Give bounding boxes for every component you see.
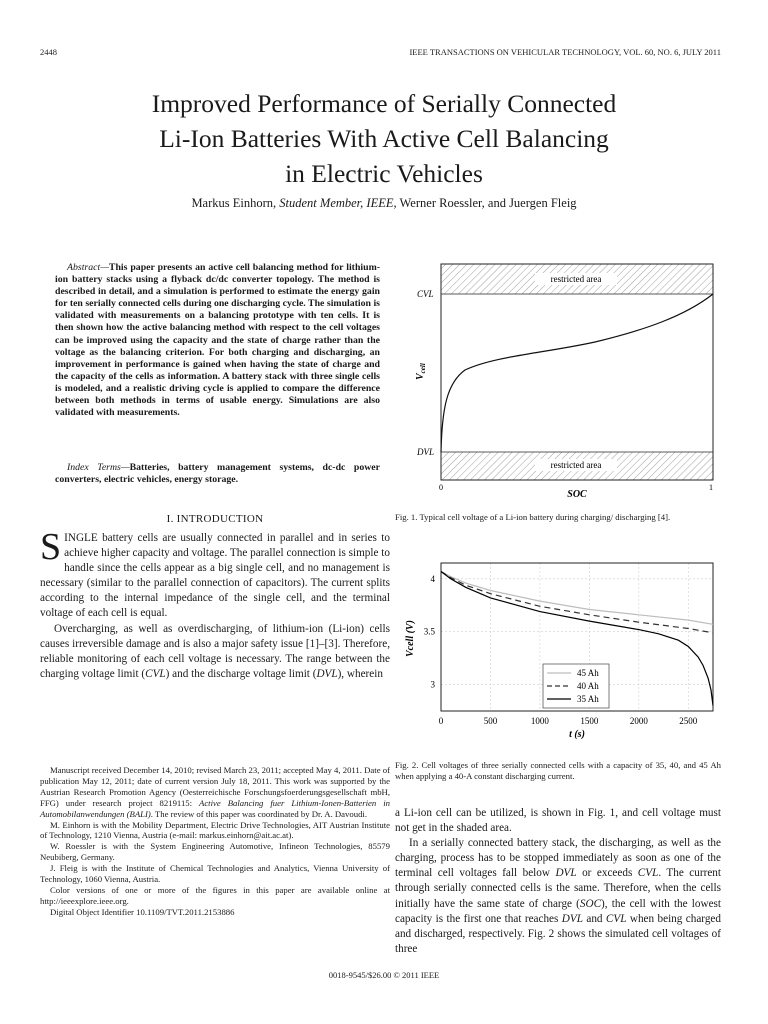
dvl-symbol: DVL (316, 667, 338, 680)
section-heading: I. INTRODUCTION (166, 513, 264, 525)
legend-box (543, 664, 609, 708)
footnote-1a: Manuscript received December 14, 2010; revised March 23, 2011; accepted May 4, 2011. Date of publication May 12, 2011; date of current version July 18, 2011. This work was supported by the Austrian Research Promotion Agency (Oesterreichische Forschungsfoerderungsgesellschaft mbH, FFG) under research project 8219115: (40, 765, 390, 808)
right-p2-d: ), the cell with the lowest capacity is the first one that reaches (395, 897, 721, 925)
intro-p1-text: INGLE battery cells are usually connected in parallel and in series to achieve higher capacity and voltage. The parallel connection is simple to handle since the cells appear as a big single cell, and no management is necessary (similar to the parallel connection of capacitors). The current splits according to the internal impedance of the single cell, and the terminal voltage of each cell is equal. (40, 532, 390, 620)
restricted-top-label: restricted area (550, 274, 602, 284)
x-tick-label: 2000 (629, 716, 648, 726)
title-line-3: in Electric Vehicles (285, 159, 483, 188)
right-dvl-symbol-2: DVL (561, 912, 583, 925)
author-1: Markus Einhorn, (191, 196, 277, 210)
right-p2-a: In a serially connected battery stack, the discharging, as well as the charging, process has to be stopped immediately as soon as one of the terminal cell voltages fall below (395, 837, 721, 880)
page-number: 2448 (40, 47, 57, 57)
y-tick-label: 4 (430, 573, 435, 584)
figure-2-chart (395, 558, 725, 750)
series-line (441, 572, 713, 625)
right-p2-f: when being charged and discharged, respectively. Fig. 2 shows the simulated cell voltages of three (395, 912, 721, 955)
footnotes (40, 765, 390, 918)
right-dvl-symbol: DVL (555, 867, 577, 880)
intro-p2-text-b: ) and the discharge voltage limit ( (165, 667, 317, 680)
y-axis-label: Vcell (V) (405, 620, 416, 657)
soc-axis-label: SOC (567, 489, 587, 498)
x-tick-label: 500 (483, 716, 498, 726)
right-p2-b: or exceeds (576, 867, 638, 880)
right-paragraph-2 (395, 836, 721, 957)
right-p2-e: and (582, 912, 606, 925)
x-tick-label: 0 (438, 716, 444, 726)
index-terms-label: Index Terms— (67, 462, 130, 473)
legend-label: 35 Ah (577, 694, 599, 704)
drop-cap: S (40, 526, 62, 568)
dvl-axis-label: DVL (417, 447, 435, 457)
fig1-x-tick-1: 1 (709, 483, 713, 492)
footnote-1b: . The review of this paper was coordinated by Dr. A. Davoudi. (150, 808, 367, 819)
title-line-1: Improved Performance of Serially Connected (151, 89, 617, 118)
journal-header: IEEE TRANSACTIONS ON VEHICULAR TECHNOLOGY, VOL. 60, NO. 6, JULY 2011 (409, 47, 721, 57)
v-cell-sub: cell (419, 363, 427, 374)
right-soc-symbol: SOC (579, 897, 602, 910)
footnote-einhorn: M. Einhorn is with the Mobility Department, Electric Drive Technologies, AIT Austrian Institute of Technology, 1210 Vienna, Austria (e-mail: markus.einhorn@ait.ac.at). (40, 819, 390, 841)
index-terms-text: Batteries, battery management systems, dc-dc power converters, electric vehicles, energy storage. (55, 462, 380, 486)
paper-title (40, 86, 728, 191)
introduction-body (40, 526, 390, 682)
series-line (441, 572, 713, 633)
y-tick-label: 3.5 (423, 626, 435, 637)
right-column-text (395, 806, 721, 957)
footnote-doi: Digital Object Identifier 10.1109/TVT.2011.2153886 (50, 906, 235, 917)
intro-paragraph-1 (40, 526, 390, 622)
right-p2-c: . The current through serially connected cells is the same. Therefore, when the cells initially have the same state of charge ( (395, 867, 721, 910)
right-paragraph-1: a Li-ion cell can be utilized, is shown in Fig. 1, and cell voltage must not get in the shaded area. (395, 807, 721, 835)
typical-voltage-curve (441, 294, 713, 452)
v-cell-label (415, 363, 427, 380)
title-line-2: Li-Ion Batteries With Active Cell Balancing (159, 124, 609, 153)
x-axis-label: t (s) (569, 729, 585, 740)
author-1-role: Student Member, IEEE (279, 196, 394, 210)
figure-1-frame (441, 264, 713, 480)
x-tick-label: 1500 (580, 716, 599, 726)
index-terms (55, 462, 380, 486)
intro-paragraph-2 (40, 622, 390, 682)
svg-text:Vcell (415, 363, 427, 380)
authors-rest: , Werner Roessler, and Juergen Fleig (393, 196, 577, 210)
authors (40, 196, 728, 211)
footnote-fleig: J. Fleig is with the Institute of Chemical Technologies and Analytics, Vienna University of Technology, 1060 Vienna, Austria. (40, 863, 390, 885)
intro-p2-text-c: ), wherein (337, 667, 383, 680)
cvl-symbol: CVL (145, 667, 166, 680)
y-tick-label: 3 (430, 679, 435, 690)
figure-2-caption: Fig. 2. Cell voltages of three serially connected cells with a capacity of 35, 40, and 45 Ah when applying a 40-A constant discharging current. (395, 760, 721, 781)
footnote-roessler: W. Roessler is with the System Engineering Automotive, Infineon Technologies, 85579 Neubiberg, Germany. (40, 841, 390, 863)
abstract-text: This paper presents an active cell balancing method for lithium-ion battery stacks using a flyback dc/dc converter topology. The method is described in detail, and a simulation is performed to estimate the energy gain for ten serially connected cells during one discharging cycle. The simulation is validated with measurements on a balancing prototype with ten cells. It is then shown how the active balancing method with respect to the cell voltages can be improved using the capacity and the state of charge rather than the voltage as the balancing criterion. For both charging and discharging, an improvement in performance is gained when having the state of charge and the capacity of the cells as information. A battery stack with three single cells is modeled, and a realistic driving cycle is applied to compare the difference between both methods in terms of usable energy. Simulations are also validated with measurements. (55, 262, 380, 419)
figure-1-caption: Fig. 1. Typical cell voltage of a Li-ion battery during charging/ discharging [4]. (395, 512, 671, 522)
intro-p2-text-a: Overcharging, as well as overdischarging, of lithium-ion (Li-ion) cells causes irreversible damage and is also a major safety issue [1]–[3]. Therefore, reliable monitoring of each cell voltage is necessary. The range between the charging voltage limit ( (40, 622, 390, 680)
footnote-manuscript (40, 765, 390, 820)
v-cell-main: V (415, 373, 426, 380)
restricted-bottom-label: restricted area (550, 460, 602, 470)
x-tick-label: 2500 (679, 716, 698, 726)
footnote-1-italic: Active Balancing fuer Lithium-Ionen-Batterien in Automobilanwendungen (BALI) (40, 797, 390, 819)
copyright-footer: 0018-9545/$26.00 © 2011 IEEE (328, 970, 440, 980)
fig1-x-tick-0: 0 (439, 483, 443, 492)
cvl-axis-label: CVL (417, 289, 434, 299)
legend-label: 40 Ah (577, 681, 599, 691)
right-cvl-symbol-2: CVL (605, 912, 627, 925)
abstract-label: Abstract— (67, 262, 109, 273)
right-cvl-symbol: CVL (637, 867, 659, 880)
figure-1 (395, 258, 725, 498)
footnote-color: Color versions of one or more of the figures in this paper are available online at http://ieeexplore.ieee.org. (40, 884, 390, 906)
x-tick-label: 1000 (530, 716, 549, 726)
abstract (55, 262, 380, 419)
legend-label: 45 Ah (577, 668, 599, 678)
